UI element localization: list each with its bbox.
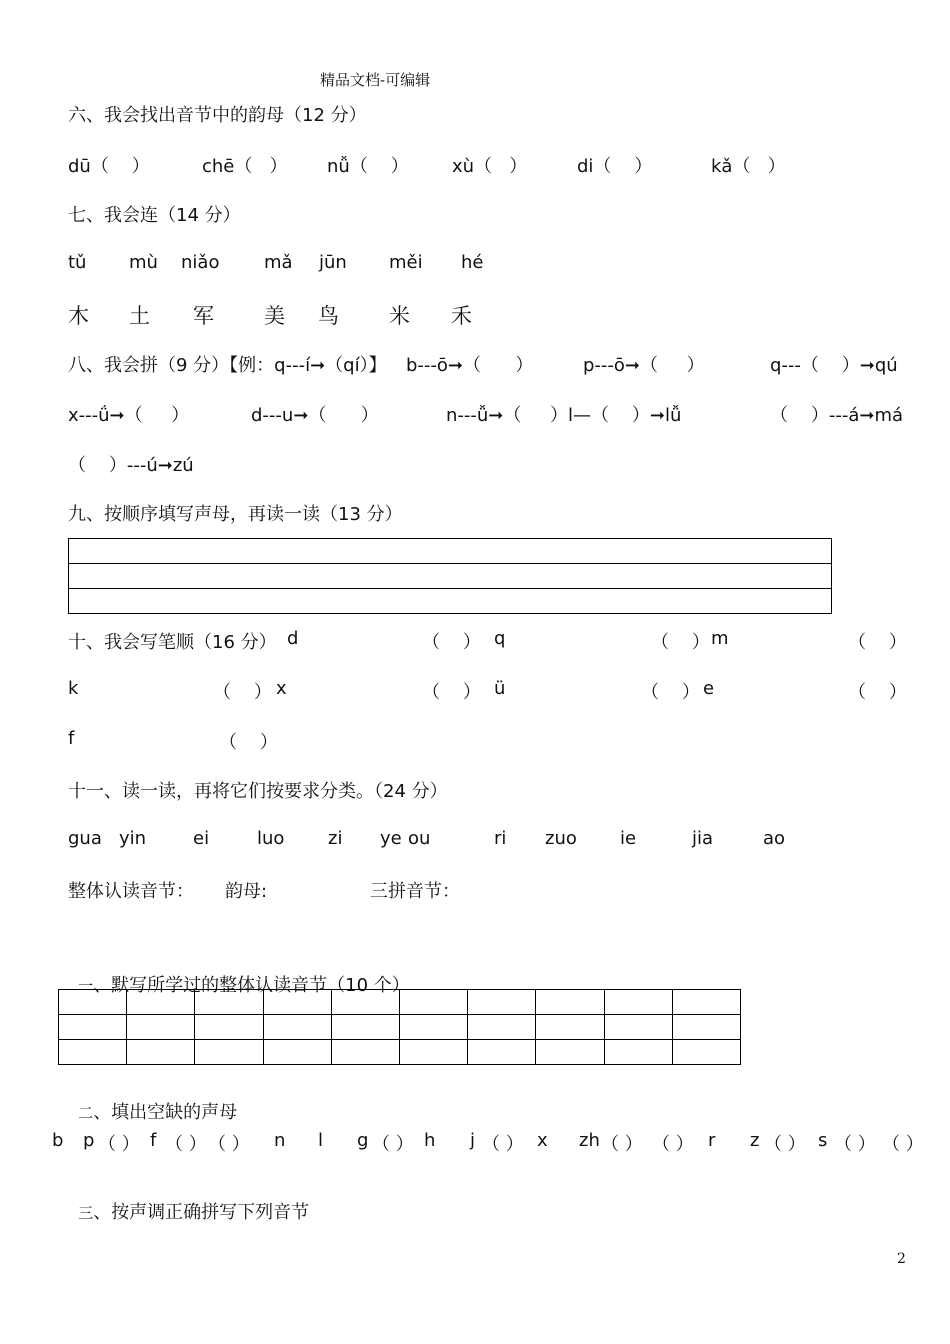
s2-item: （ ） <box>882 1134 924 1155</box>
page-number: 2 <box>897 1251 906 1267</box>
q10-letter: q <box>494 628 506 649</box>
q7-char: 土 <box>129 304 150 328</box>
q8-title: 八、我会拼（9 分）【例：q---í➞（qí）】 <box>68 355 387 376</box>
answer-cell[interactable] <box>536 1040 604 1065</box>
q7-pinyin: tǔ <box>68 252 87 273</box>
q11-syllable: ei <box>193 828 210 849</box>
s1-answer-grid <box>58 989 741 1065</box>
q10-letter: d <box>287 628 299 649</box>
q9-answer-grid <box>68 538 832 614</box>
q11-syllable: luo <box>257 828 285 849</box>
s2-item: （ ） <box>165 1134 207 1155</box>
q10-blank: （ ） <box>422 632 481 653</box>
s2-item: （ ） <box>372 1134 414 1155</box>
answer-cell[interactable] <box>69 589 832 614</box>
section-title: 、按声调正确拼写下列音节 <box>93 1202 310 1223</box>
q10-blank: （ ） <box>848 632 907 653</box>
q7-char: 木 <box>68 304 89 328</box>
section-number: 三 <box>78 1204 94 1222</box>
q11-syllable: jia <box>692 828 714 849</box>
answer-cell[interactable] <box>195 1015 263 1040</box>
answer-cell[interactable] <box>127 1015 195 1040</box>
q10-letter: f <box>68 728 75 749</box>
q7-char: 米 <box>389 304 410 328</box>
q11-syllable: gua <box>68 828 102 849</box>
answer-cell[interactable] <box>468 990 536 1015</box>
answer-cell[interactable] <box>331 1015 399 1040</box>
q8-item: （ ）---á➞má <box>770 405 904 426</box>
answer-cell[interactable] <box>263 1040 331 1065</box>
q7-pinyin: měi <box>389 252 423 273</box>
q6-item: kǎ（ ） <box>711 156 786 177</box>
q8-item: x---ǘ➞（ ） <box>68 405 190 426</box>
answer-cell[interactable] <box>69 539 832 564</box>
s2-item: x <box>537 1130 548 1151</box>
q11-title: 十一、读一读，再将它们按要求分类。（24 分） <box>68 781 448 802</box>
q10-letter: x <box>276 678 287 699</box>
s2-item: g <box>357 1130 369 1151</box>
q11-syllable: zi <box>328 828 343 849</box>
answer-cell[interactable] <box>672 1015 740 1040</box>
q10-letter: e <box>703 678 715 699</box>
q11-syllable: zuo <box>545 828 577 849</box>
q7-pinyin: mù <box>129 252 158 273</box>
q7-pinyin: jūn <box>319 252 347 273</box>
q11-syllable: ie <box>620 828 637 849</box>
s2-item: （ ） <box>834 1134 876 1155</box>
q11-category-label: 三拼音节： <box>370 881 460 902</box>
s2-item: r <box>708 1130 716 1151</box>
q10-blank: （ ） <box>651 632 710 653</box>
answer-cell[interactable] <box>127 1040 195 1065</box>
s2-item: j <box>470 1130 476 1151</box>
q7-char: 美 <box>264 304 285 328</box>
q11-syllable: yin <box>119 828 147 849</box>
page-header: 精品文档-可编辑 <box>320 71 431 89</box>
q10-letter: ü <box>494 678 506 699</box>
s2-item: （ ） <box>764 1134 806 1155</box>
section-number: 二 <box>78 1104 94 1122</box>
answer-cell[interactable] <box>69 564 832 589</box>
s2-item: （ ） <box>652 1134 694 1155</box>
q10-blank: （ ） <box>213 682 272 703</box>
answer-cell[interactable] <box>604 1040 672 1065</box>
s2-item: （ ） <box>601 1134 643 1155</box>
s2-item: f <box>150 1130 157 1151</box>
q9-title: 九、按顺序填写声母，再读一读（13 分） <box>68 504 403 525</box>
q8-item: p---ō➞（ ） <box>583 355 705 376</box>
answer-cell[interactable] <box>263 990 331 1015</box>
q7-char: 鸟 <box>318 304 339 328</box>
answer-cell[interactable] <box>468 1040 536 1065</box>
answer-cell[interactable] <box>59 990 127 1015</box>
answer-cell[interactable] <box>399 1015 467 1040</box>
answer-cell[interactable] <box>536 990 604 1015</box>
q8-item: b---ō➞（ ） <box>406 355 534 376</box>
q8-item: q---（ ）➞qú <box>770 355 898 376</box>
section-title: 、填出空缺的声母 <box>93 1102 238 1123</box>
s2-item: （ ） <box>208 1134 250 1155</box>
s2-item: l <box>318 1130 324 1151</box>
s2-item: b <box>52 1130 64 1151</box>
s2-item: n <box>274 1130 286 1151</box>
q10-blank: （ ） <box>641 682 700 703</box>
s2-item: h <box>424 1130 436 1151</box>
answer-cell[interactable] <box>604 990 672 1015</box>
q7-pinyin: mǎ <box>264 252 293 273</box>
s2-item: p <box>83 1130 95 1151</box>
q6-item: chē（ ） <box>202 156 288 177</box>
q6-item: nǚ（ ） <box>327 156 409 177</box>
s2-heading <box>68 1079 237 1124</box>
section-number: 一 <box>78 977 94 995</box>
q11-category-label: 韵母: <box>225 881 268 902</box>
q7-char: 军 <box>193 304 214 328</box>
q10-title: 十、我会写笔顺（16 分） <box>68 632 277 653</box>
answer-cell[interactable] <box>468 1015 536 1040</box>
answer-cell[interactable] <box>672 990 740 1015</box>
q10-blank: （ ） <box>848 682 907 703</box>
s2-item: z <box>750 1130 760 1151</box>
s2-item: zh <box>579 1130 600 1151</box>
q11-syllable: ao <box>763 828 786 849</box>
s2-item: s <box>818 1130 828 1151</box>
q10-blank: （ ） <box>422 682 481 703</box>
q7-pinyin: niǎo <box>181 252 220 273</box>
q11-syllable: ri <box>494 828 507 849</box>
q11-category-label: 整体认读音节： <box>68 881 194 902</box>
answer-cell[interactable] <box>195 990 263 1015</box>
q7-pinyin: hé <box>461 252 484 273</box>
q6-title: 六、我会找出音节中的韵母（12 分） <box>68 105 367 126</box>
answer-cell[interactable] <box>59 1015 127 1040</box>
q6-item: dū（ ） <box>68 156 150 177</box>
q10-letter: k <box>68 678 79 699</box>
answer-cell[interactable] <box>604 1015 672 1040</box>
answer-cell[interactable] <box>399 990 467 1015</box>
q8-item: （ ）---ú➞zú <box>68 455 194 476</box>
answer-cell[interactable] <box>672 1040 740 1065</box>
answer-cell[interactable] <box>263 1015 331 1040</box>
q11-syllable: ye <box>380 828 402 849</box>
answer-cell[interactable] <box>536 1015 604 1040</box>
q10-blank: （ ） <box>219 732 278 753</box>
q6-item: xù（ ） <box>452 156 528 177</box>
q8-item: d---u➞（ ） <box>251 405 379 426</box>
q11-syllable: ou <box>408 828 431 849</box>
answer-cell[interactable] <box>195 1040 263 1065</box>
answer-cell[interactable] <box>127 990 195 1015</box>
answer-cell[interactable] <box>59 1040 127 1065</box>
q10-letter: m <box>711 628 729 649</box>
q7-title: 七、我会连（14 分） <box>68 205 241 226</box>
answer-cell[interactable] <box>331 1040 399 1065</box>
q7-char: 禾 <box>451 304 472 328</box>
s2-item: （ ） <box>98 1134 140 1155</box>
answer-cell[interactable] <box>399 1040 467 1065</box>
answer-cell[interactable] <box>331 990 399 1015</box>
q6-item: di（ ） <box>577 156 653 177</box>
s2-item: （ ） <box>482 1134 524 1155</box>
s3-heading <box>68 1179 309 1224</box>
section-title: 、默写所学过的整体认读音节（10 个） <box>93 975 410 996</box>
q8-item: n---ǚ➞（ ）l—（ ）➞lǚ <box>446 405 682 426</box>
